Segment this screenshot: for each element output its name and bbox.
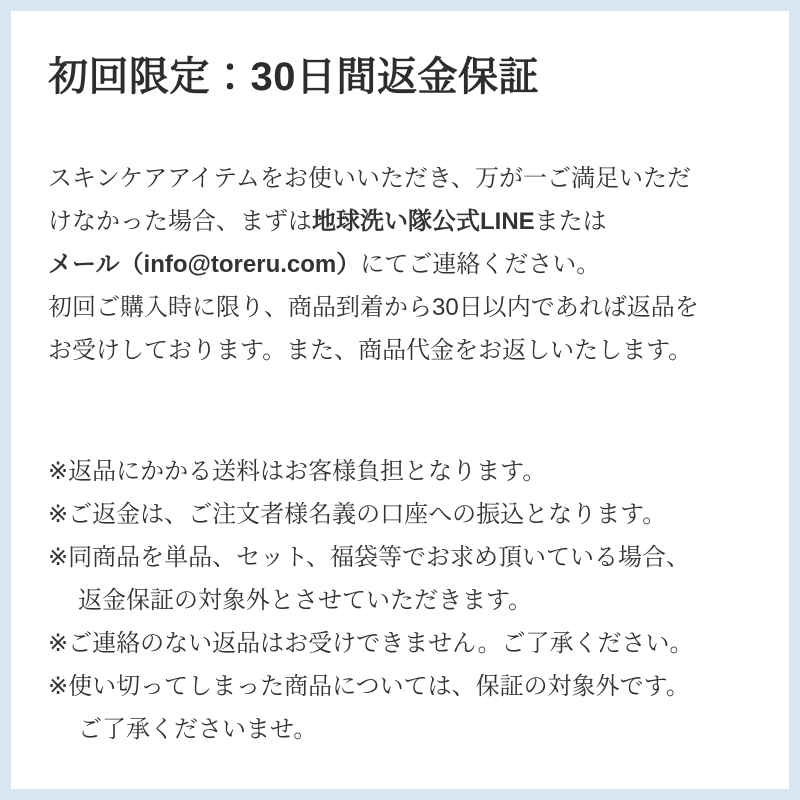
guarantee-panel: [11, 11, 789, 789]
paragraph-line: [48, 157, 752, 200]
note-line-continuation: 返金保証の対象外とさせていただきます。: [78, 587, 533, 614]
text-segment: 初回ご購入時に限り、商品到着から30日以内であれば返品を: [48, 294, 699, 321]
note-line: ※ご返金は、ご注文者様名義の口座への振込となります。: [48, 501, 667, 528]
paragraph-line: [48, 286, 752, 329]
paragraph-line: [48, 200, 752, 243]
paragraph-line: [48, 243, 752, 286]
note-line: ※返品にかかる送料はお客様負担となります。: [48, 458, 547, 485]
paragraph-line: [48, 329, 752, 372]
text-segment: けなかった場合、まずは: [48, 208, 312, 235]
guarantee-description: [48, 157, 752, 372]
text-segment: または: [534, 208, 607, 235]
note-line: ※ご連絡のない返品はお受けできません。ご了承ください。: [48, 630, 694, 657]
text-segment: お受けしております。また、商品代金をお返しいたします。: [48, 337, 693, 364]
note-line: ※使い切ってしまった商品については、保証の対象外です。: [48, 673, 690, 700]
text-segment: にてご連絡ください。: [360, 251, 601, 278]
text-segment: スキンケアアイテムをお使いいただき、万が一ご満足いただ: [48, 165, 691, 192]
emphasis-text: メール（info@toreru.com）: [48, 251, 361, 278]
page-title: 初回限定：30日間返金保証: [48, 55, 539, 99]
note-line-continuation: ご了承くださいませ。: [78, 716, 318, 743]
notes-list: [48, 450, 752, 751]
emphasis-text: 地球洗い隊公式LINE: [312, 208, 535, 235]
note-line: ※同商品を単品、セット、福袋等でお求め頂いている場合、: [48, 544, 690, 571]
